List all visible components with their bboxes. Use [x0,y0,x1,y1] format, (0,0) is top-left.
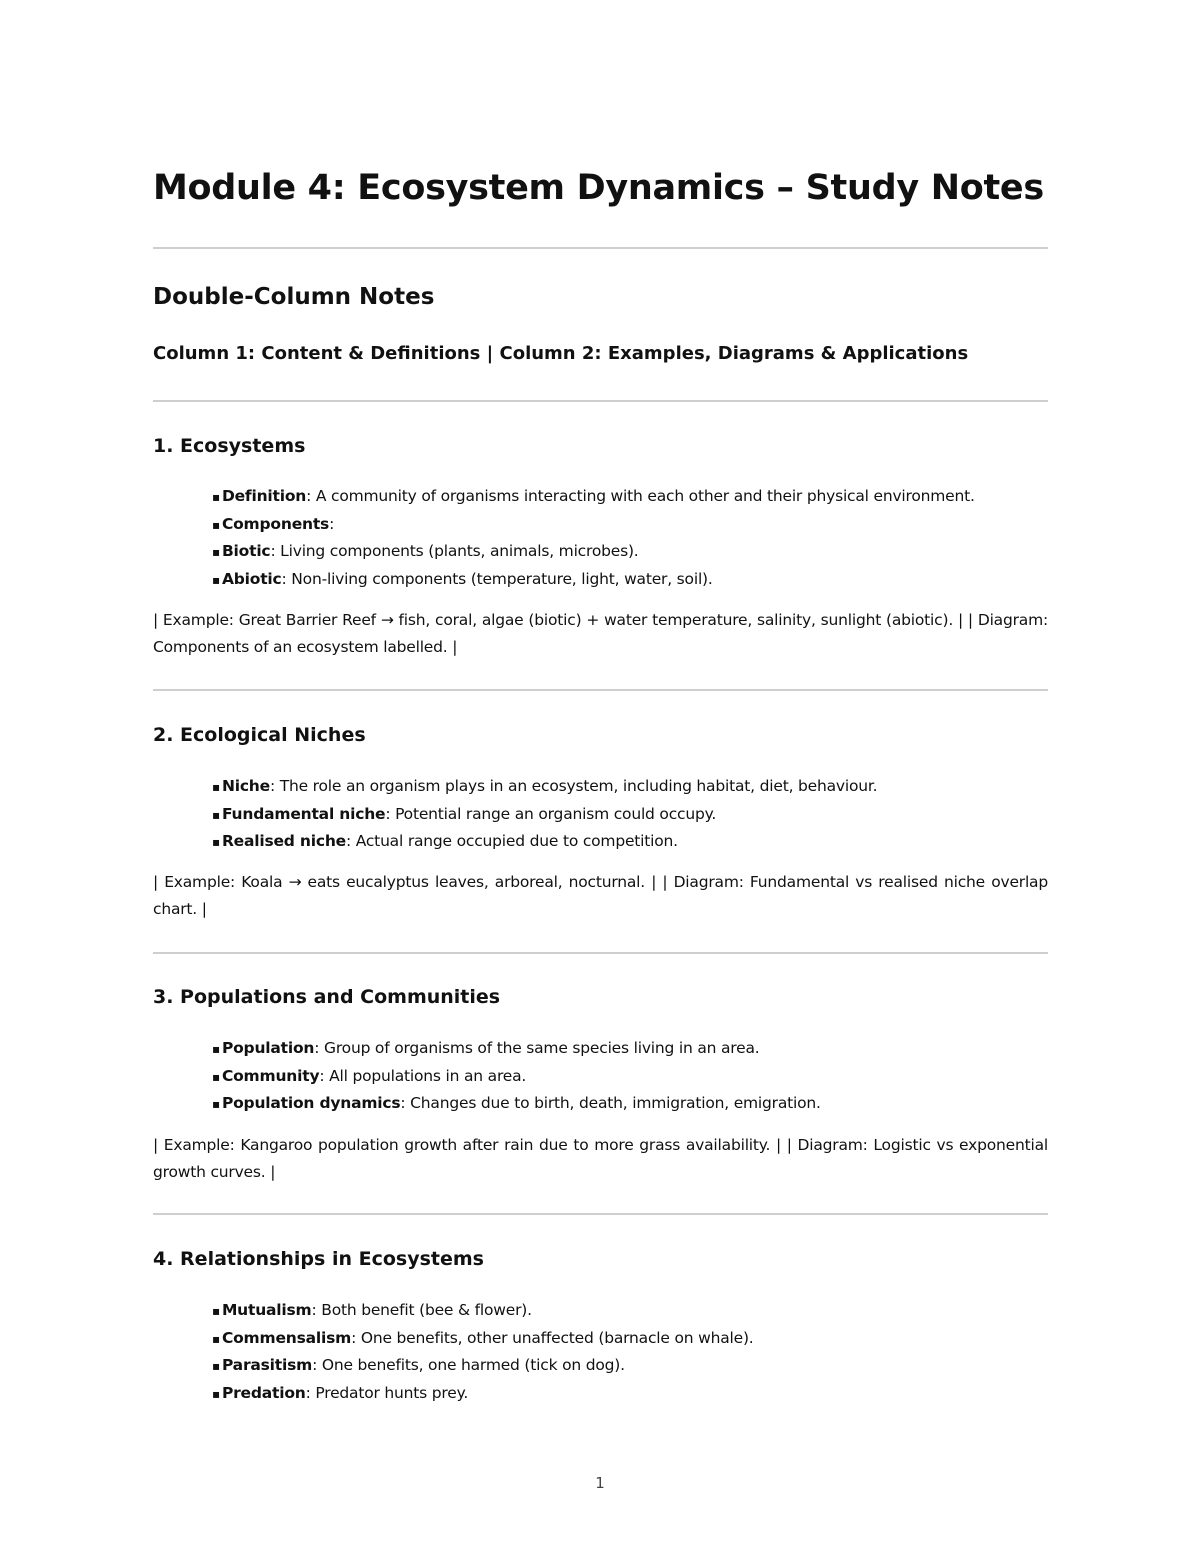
term: Components [221,514,330,533]
list-item [212,538,975,566]
list-item [212,1035,821,1063]
list-item [212,801,877,829]
definition: : One benefits, other unaffected (barnacle on whale). [351,1328,754,1347]
term: Commensalism [221,1328,352,1347]
divider [153,247,1048,249]
section-heading: 1. Ecosystems [153,435,306,457]
bullet-icon: ▪ [212,1097,220,1111]
example-note: | Example: Kangaroo population growth after rain due to more grass availability. | | Diagram: Logistic vs exponential growth curves. | [153,1136,1048,1181]
bullet-icon: ▪ [212,807,220,822]
column-heading: Column 1: Content & Definitions | Column 2: Examples, Diagrams & Applications [153,343,969,364]
term: Community [221,1066,320,1085]
definition: : Potential range an organism could occupy. [385,804,717,823]
section-heading: 3. Populations and Communities [153,986,501,1008]
bullet-icon: ▪ [212,780,220,794]
divider [153,1213,1048,1215]
list-item [212,483,975,511]
divider [153,400,1048,402]
term: Parasitism [221,1356,313,1374]
bullet-list [212,1297,754,1407]
list-item [212,511,975,539]
list-item [212,1380,754,1408]
list-item [212,828,877,856]
term: Realised niche [221,832,346,850]
section-heading: 2. Ecological Niches [153,724,366,746]
term: Abiotic [221,569,282,588]
example-note: | Example: Great Barrier Reef → fish, coral, algae (biotic) + water temperature, salinity, sunlight (abiotic). | | Diagram: Components of an ecosystem labelled. | [153,611,1048,656]
list-item [212,1063,821,1091]
definition: : Predator hunts prey. [305,1383,469,1402]
bullet-list [212,773,877,856]
definition: : One benefits, one harmed (tick on dog). [312,1356,625,1374]
definition: : Group of organisms of the same species living in an area. [314,1039,760,1057]
list-item [212,1297,754,1325]
term: Niche [221,777,270,795]
term: Population [221,1039,315,1057]
list-item [212,1325,754,1353]
list-item [212,566,975,594]
term: Definition [221,487,307,505]
definition: : Non-living components (temperature, light, water, soil). [281,569,713,588]
bullet-icon: ▪ [212,490,220,504]
bullet-icon: ▪ [212,835,220,849]
section-heading: 4. Relationships in Ecosystems [153,1248,484,1270]
definition: : A community of organisms interacting with each other and their physical environment. [306,487,975,505]
example-note: | Example: Koala → eats eucalyptus leaves, arboreal, nocturnal. | | Diagram: Fundamental vs realised niche overlap chart. | [153,873,1048,918]
definition: : Both benefit (bee & flower). [311,1301,532,1319]
bullet-icon: ▪ [212,1331,220,1346]
term: Population dynamics [221,1094,401,1112]
bullet-icon: ▪ [212,1042,220,1056]
definition: : Living components (plants, animals, microbes). [270,542,639,560]
divider [153,689,1048,691]
definition: : The role an organism plays in an ecosystem, including habitat, diet, behaviour. [269,777,878,795]
bullet-icon: ▪ [212,1069,220,1084]
term: Biotic [221,542,271,560]
list-item [212,773,877,801]
list-item [212,1352,754,1380]
bullet-icon: ▪ [212,1304,220,1318]
term: Predation [221,1383,306,1402]
bullet-list [212,483,975,593]
term: Fundamental niche [221,804,386,823]
page-number: 1 [595,1474,605,1492]
subtitle: Double-Column Notes [153,284,435,310]
definition: : Changes due to birth, death, immigration, emigration. [400,1094,821,1112]
divider [153,952,1048,954]
bullet-icon: ▪ [212,1386,220,1401]
definition: : Actual range occupied due to competition. [345,832,678,850]
bullet-icon: ▪ [212,545,220,559]
term: Mutualism [221,1301,312,1319]
bullet-icon: ▪ [212,572,220,587]
bullet-icon: ▪ [212,517,220,532]
page-title: Module 4: Ecosystem Dynamics – Study Notes [153,168,1044,208]
list-item [212,1090,821,1118]
definition: : [329,514,335,533]
bullet-list [212,1035,821,1118]
definition: : All populations in an area. [319,1066,527,1085]
bullet-icon: ▪ [212,1359,220,1373]
